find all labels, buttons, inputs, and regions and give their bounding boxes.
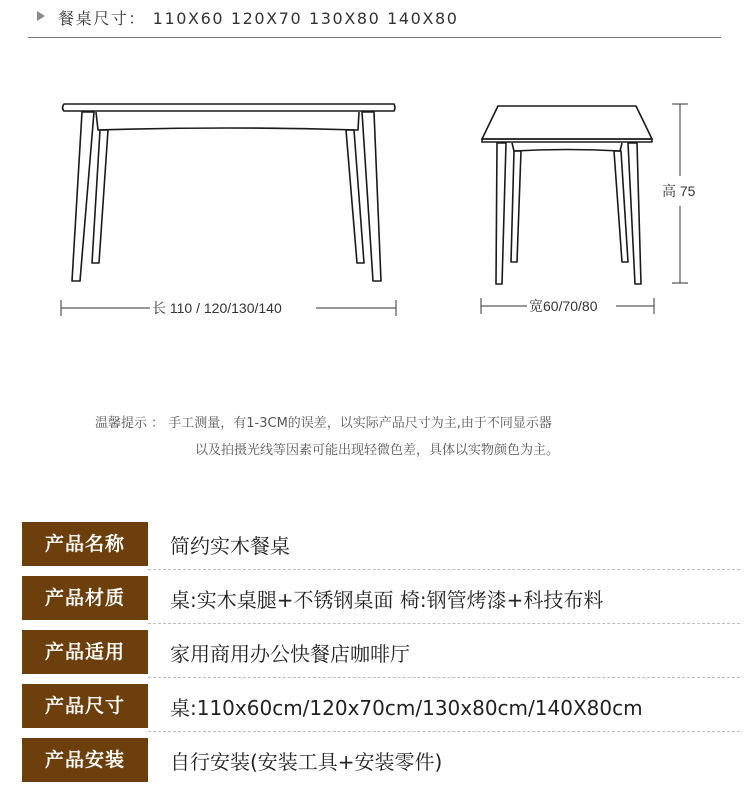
table-side-view — [482, 106, 652, 284]
notice-line-1: 温馨提示 ： 手工测量，有1-3CM的误差，以实际产品尺寸为主,由于不同显示器 — [95, 416, 552, 431]
size-title: 餐桌尺寸： 110X60 120X70 130X80 140X80 — [58, 9, 459, 28]
spec-value: 桌:110x60cm/120x70cm/130x80cm/140X80cm — [170, 696, 643, 720]
table-dimension-drawing — [0, 90, 750, 330]
spec-value: 自行安装(安装工具+安装零件) — [170, 750, 443, 774]
notice-line-2: 以及拍摄光线等因素可能出现轻微色差，具体以实物颜色为主。 — [195, 443, 560, 458]
spec-row-size — [22, 684, 722, 728]
header-divider — [28, 37, 721, 38]
spec-label: 产品安装 — [22, 738, 148, 782]
spec-divider — [148, 731, 740, 732]
spec-row-install — [22, 738, 722, 782]
height-label: 高 75 — [662, 183, 696, 199]
spec-divider — [148, 569, 740, 570]
spec-label: 产品适用 — [22, 630, 148, 674]
spec-value: 简约实木餐桌 — [170, 534, 290, 558]
spec-row-name — [22, 522, 722, 566]
spec-row-material — [22, 576, 722, 620]
width-label: 宽60/70/80 — [529, 298, 598, 314]
spec-label: 产品名称 — [22, 522, 148, 566]
spec-row-usage — [22, 630, 722, 674]
table-front-view — [63, 104, 396, 281]
spec-value: 桌:实木桌腿+不锈钢桌面 椅:钢管烤漆+科技布料 — [170, 588, 604, 612]
spec-divider — [148, 677, 740, 678]
spec-divider — [148, 623, 740, 624]
triangle-bullet-icon — [37, 11, 45, 21]
size-header — [0, 0, 750, 38]
spec-label: 产品材质 — [22, 576, 148, 620]
spec-label: 产品尺寸 — [22, 684, 148, 728]
length-label: 长 110 / 120/130/140 — [152, 300, 282, 316]
spec-value: 家用商用办公快餐店咖啡厅 — [170, 642, 410, 666]
